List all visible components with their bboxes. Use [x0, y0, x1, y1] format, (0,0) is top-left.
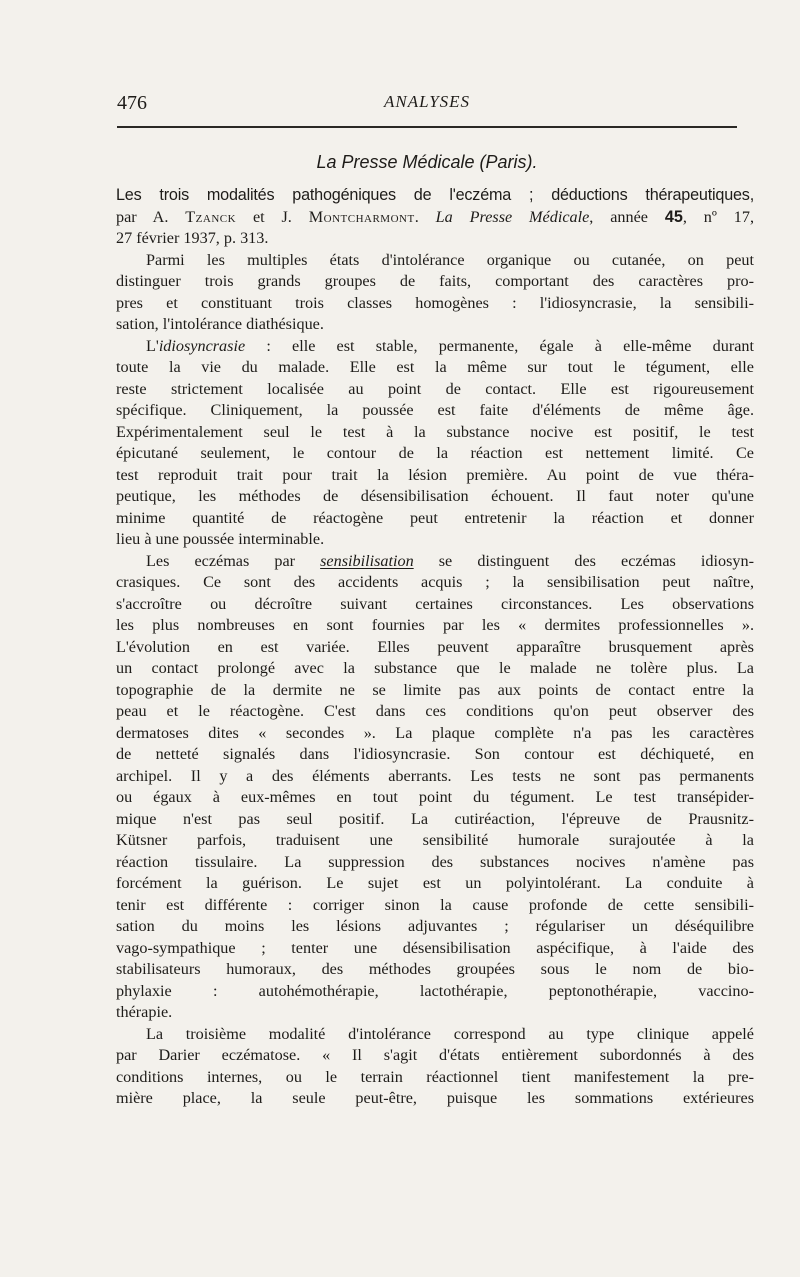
- citation-journal: La Presse Médicale: [435, 207, 590, 226]
- text-line: distinguer trois grands groupes de faits, comportant des caractères pro-: [116, 272, 754, 290]
- citation-et: et J.: [236, 207, 309, 226]
- text-line: s'accroître ou décroître suivant certaines circonstances. Les observations: [116, 594, 754, 613]
- text-line: les plus nombreuses en sont fournies par les « dermites professionnelles ».: [116, 616, 754, 634]
- text-line: réaction tissulaire. La suppression des substances nocives n'amène pas: [116, 852, 754, 871]
- text-line: peau et le réactogène. C'est dans ces conditions qu'on peut observer des: [116, 702, 754, 720]
- text-line: conditions internes, ou le terrain réactionnel tient manifestement la pre-: [116, 1067, 754, 1086]
- text-line: topographie de la dermite ne se limite pas aux points de contact entre la: [116, 680, 754, 699]
- text-line: dermatoses dites « secondes ». La plaque complète n'a pas les caractères: [116, 723, 754, 742]
- citation-volume: 45: [664, 207, 683, 226]
- text-line: minime quantité de réactogène peut entretenir la réaction et donner: [116, 508, 754, 527]
- text-line: épicutané seulement, le contour de la réaction est nettement limité. Ce: [116, 444, 754, 462]
- page-number: 476: [117, 92, 147, 114]
- paragraph-1: [116, 250, 754, 336]
- text-line: tenir est différente : corriger sinon la cause profonde de cette sensibili-: [116, 895, 754, 914]
- text-line: test reproduit trait pour trait la lésion première. Au point de vue théra-: [116, 465, 754, 484]
- text-line: phylaxie : autohémothérapie, lactothérapie, peptonothérapie, vaccino-: [116, 981, 754, 1000]
- text-line: Expérimentalement seul le test à la substance nocive est positif, le test: [116, 422, 754, 441]
- term-sensibilisation: sensibilisation: [320, 551, 414, 570]
- citation-annee: , année: [589, 207, 665, 226]
- citation-number: , nº 17,: [682, 207, 755, 226]
- text-line: Kütsner parfois, traduisent une sensibilité humorale surajoutée à la: [116, 831, 754, 849]
- text-line: forcément la guérison. Le sujet est un polyintolérant. La conduite à: [116, 874, 754, 892]
- article-body: [116, 185, 754, 1110]
- text-line: mière place, la seule peut-être, puisque les sommations extérieures: [116, 1089, 754, 1107]
- text-line: thérapie.: [116, 1003, 173, 1021]
- text-line: sation, l'intolérance diathésique.: [116, 315, 324, 333]
- text-line: mique n'est pas seul positif. La cutiréaction, l'épreuve de Prausnitz-: [116, 809, 754, 828]
- header-rule: [117, 126, 737, 128]
- paragraph-3: [116, 551, 754, 1024]
- text-line: peutique, les méthodes de désensibilisation échouent. Il faut noter qu'une: [116, 487, 754, 505]
- running-head: ANALYSES: [383, 92, 471, 111]
- text-line: par Darier eczématose. « Il s'agit d'états entièrement subordonnés à des: [116, 1046, 754, 1064]
- lead-post: se distinguent des eczémas idiosyn-: [413, 551, 754, 570]
- text-line: La troisième modalité d'intolérance correspond au type clinique appelé: [146, 1024, 754, 1043]
- citation-author-1: Tzanck: [185, 207, 237, 226]
- text-line: sation du moins les lésions adjuvantes ; régulariser un déséquilibre: [116, 917, 754, 935]
- lead-post: : elle est stable, permanente, égale à elle-même durant: [245, 336, 754, 355]
- citation-by: par A.: [116, 207, 186, 226]
- journal-heading: La Presse Médicale (Paris).: [316, 152, 538, 172]
- text-line: spécifique. Cliniquement, la poussée est faite d'éléments de même âge.: [116, 401, 754, 419]
- citation-author-2: Montcharmont: [308, 207, 415, 226]
- text-line: L'évolution en est variée. Elles peuvent apparaître brusquement après: [116, 637, 754, 656]
- text-line: archipel. Il y a des éléments aberrants. Les tests ne sont pas permanents: [116, 766, 754, 785]
- citation-line-2: 27 février 1937, p. 313.: [116, 229, 269, 247]
- article-title: Les trois modalités pathogéniques de l'eczéma ; déductions thérapeutiques,: [116, 186, 754, 204]
- text-line: [116, 551, 754, 573]
- text-line: [116, 336, 754, 358]
- text-line: toute la vie du malade. Elle est la même sur tout le tégument, elle: [116, 358, 754, 376]
- lead-pre: Les eczémas par: [146, 551, 321, 570]
- paragraph-4: [116, 1024, 754, 1110]
- text-line: pres et constituant trois classes homogènes : l'idiosyncrasie, la sensibili-: [116, 293, 754, 312]
- lead-pre: L': [146, 336, 159, 355]
- paragraph-2: [116, 336, 754, 551]
- text-line: ou égaux à eux-mêmes en tout point du tégument. Le test transépider-: [116, 788, 754, 806]
- text-line: Parmi les multiples états d'intolérance organique ou cutanée, on peut: [146, 250, 754, 269]
- page-header: [117, 88, 737, 118]
- text-line: reste strictement localisée au point de contact. Elle est rigoureusement: [116, 379, 754, 398]
- text-line: lieu à une poussée interminable.: [116, 530, 325, 548]
- text-line: vago-sympathique ; tenter une désensibilisation aspécifique, à l'aide des: [116, 938, 754, 957]
- text-line: un contact prolongé avec la substance que le malade ne tolère plus. La: [116, 659, 754, 677]
- text-line: stabilisateurs humoraux, des méthodes groupées sous le nom de bio-: [116, 960, 754, 978]
- term-idiosyncrasie: idiosyncrasie: [158, 336, 246, 355]
- citation-line-1: [116, 207, 754, 229]
- citation-dot: .: [414, 207, 436, 226]
- text-line: crasiques. Ce sont des accidents acquis ; la sensibilisation peut naître,: [116, 573, 754, 591]
- text-line: de netteté signalés dans l'idiosyncrasie. Son contour est déchiqueté, en: [116, 745, 754, 763]
